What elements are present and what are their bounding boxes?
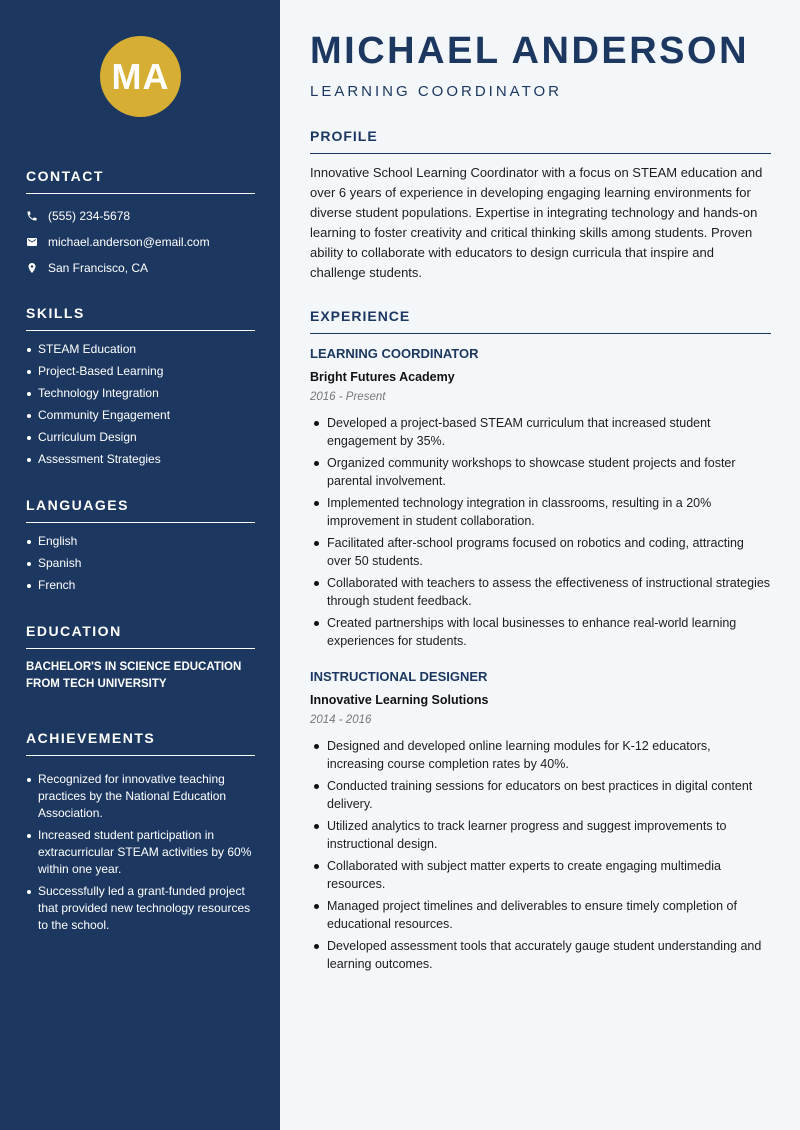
list-item: Technology Integration: [26, 385, 255, 402]
job-title: INSTRUCTIONAL DESIGNER: [310, 669, 488, 684]
company-name: Innovative Learning Solutions: [310, 693, 489, 707]
languages-heading: LANGUAGES: [26, 497, 255, 523]
job-title-header: LEARNING COORDINATOR: [310, 83, 562, 100]
list-item: Managed project timelines and deliverables to ensure timely completion of educational resources.: [310, 897, 771, 933]
job-bullets: [310, 414, 771, 650]
contact-phone: [26, 203, 255, 229]
list-item: Project-Based Learning: [26, 363, 255, 380]
contact-location: [26, 255, 255, 281]
contact-email: [26, 229, 255, 255]
list-item: Designed and developed online learning modules for K-12 educators, increasing course completion rates by 40%.: [310, 737, 771, 773]
skills-list: [26, 341, 255, 468]
profile-heading: PROFILE: [310, 128, 771, 154]
sidebar: [0, 0, 280, 1130]
phone-text: (555) 234-5678: [48, 209, 131, 223]
list-item: Increased student participation in extracurricular STEAM activities by 60% within one year.: [26, 827, 255, 878]
list-item: English: [26, 533, 255, 550]
list-item: Collaborated with subject matter experts to create engaging multimedia resources.: [310, 857, 771, 893]
list-item: Spanish: [26, 555, 255, 572]
list-item: Utilized analytics to track learner progress and suggest improvements to instructional design.: [310, 817, 771, 853]
company-name: Bright Futures Academy: [310, 370, 455, 384]
list-item: Assessment Strategies: [26, 451, 255, 468]
job-dates: 2016 - Present: [310, 391, 386, 403]
list-item: Developed a project-based STEAM curriculum that increased student engagement by 35%.: [310, 414, 771, 450]
skills-heading: SKILLS: [26, 305, 255, 331]
achievements-list: [26, 771, 255, 934]
list-item: Implemented technology integration in classrooms, resulting in a 20% improvement in student collaboration.: [310, 494, 771, 530]
contact-heading: CONTACT: [26, 168, 255, 194]
achievements-heading: ACHIEVEMENTS: [26, 730, 255, 756]
contact-section: [26, 168, 255, 281]
list-item: Successfully led a grant-funded project that provided new technology resources to the school.: [26, 883, 255, 934]
candidate-name: MICHAEL ANDERSON: [310, 30, 750, 72]
experience-heading: EXPERIENCE: [310, 308, 771, 334]
list-item: Facilitated after-school programs focused on robotics and coding, attracting over 50 students.: [310, 534, 771, 570]
list-item: French: [26, 577, 255, 594]
list-item: Collaborated with teachers to assess the effectiveness of instructional strategies through student feedback.: [310, 574, 771, 610]
list-item: Developed assessment tools that accurately gauge student understanding and learning outcomes.: [310, 937, 771, 973]
job-bullets: [310, 737, 771, 973]
languages-section: [26, 497, 255, 599]
phone-icon: [26, 210, 48, 222]
location-text: San Francisco, CA: [48, 261, 149, 275]
education-heading: EDUCATION: [26, 623, 255, 649]
profile-text: Innovative School Learning Coordinator with a focus on STEAM education and over 6 years of experience in developing engaging learning environments for diverse student populations. Expertise in integrating technology and hands-on learning to foster creativity and critical thinking skills among students. Proven ability to collaborate with educators to design curricula that inspire and challenge students.: [310, 165, 763, 280]
list-item: Curriculum Design: [26, 429, 255, 446]
email-text: michael.anderson@email.com: [48, 235, 210, 249]
avatar: MA: [100, 36, 181, 117]
list-item: Organized community workshops to showcase student projects and foster parental involvement.: [310, 454, 771, 490]
job-title: LEARNING COORDINATOR: [310, 346, 479, 361]
languages-list: [26, 533, 255, 594]
job-dates: 2014 - 2016: [310, 714, 372, 726]
job-entry: [310, 345, 771, 654]
email-icon: [26, 236, 48, 248]
list-item: Community Engagement: [26, 407, 255, 424]
education-section: [26, 623, 255, 693]
list-item: Recognized for innovative teaching practices by the National Education Association.: [26, 771, 255, 822]
achievements-section: [26, 730, 255, 939]
list-item: Conducted training sessions for educators on best practices in digital content delivery.: [310, 777, 771, 813]
degree-text: BACHELOR'S IN SCIENCE EDUCATION FROM TECH UNIVERSITY: [26, 661, 242, 690]
job-entry: [310, 668, 771, 977]
skills-section: [26, 305, 255, 473]
list-item: Created partnerships with local businesses to enhance real-world learning experiences for students.: [310, 614, 771, 650]
location-pin-icon: [26, 262, 48, 274]
list-item: STEAM Education: [26, 341, 255, 358]
